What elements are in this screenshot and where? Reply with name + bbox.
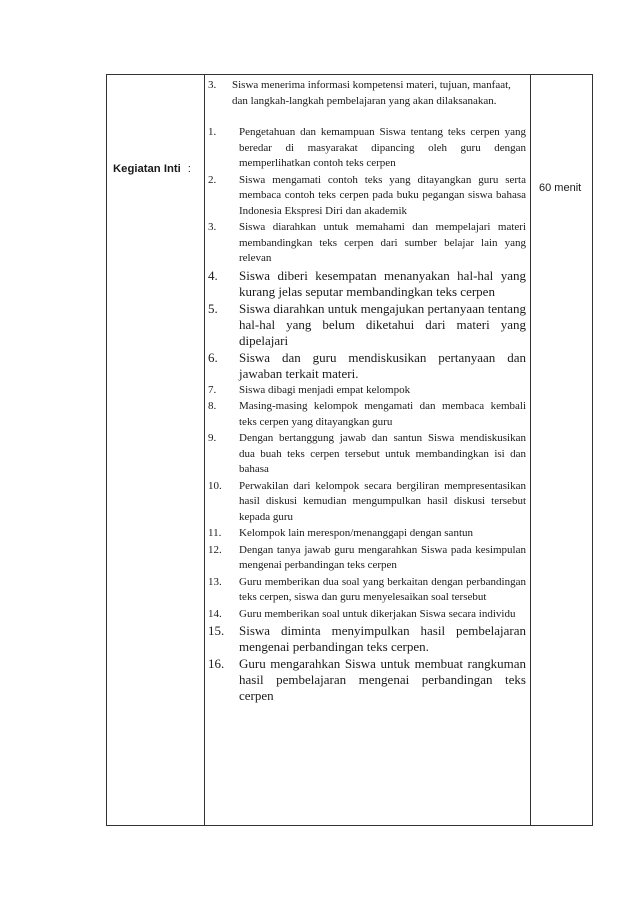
- step-number: 15.: [208, 623, 225, 638]
- phase-label-text: Kegiatan Inti: [113, 163, 181, 175]
- step-number: 7.: [208, 383, 217, 396]
- list-item: [208, 220, 526, 267]
- step-number: 2.: [208, 173, 217, 186]
- column-divider: [530, 75, 531, 825]
- step-text: Siswa diarahkan untuk mengajukan pertanyaan tentang hal-hal yang belum diketahui dari materi yang dipelajari: [239, 300, 526, 348]
- step-number: 3.: [208, 221, 217, 233]
- step-number: 12.: [208, 543, 222, 556]
- list-item: [208, 526, 526, 542]
- step-text: Siswa diminta menyimpulkan hasil pembelajaran mengenai perbandingan teks cerpen.: [239, 623, 526, 654]
- step-text: Siswa diarahkan untuk memahami dan mempelajari materi membandingkan teks cerpen dari sumber belajar lain yang relevan: [239, 221, 526, 264]
- list-item: [208, 656, 526, 704]
- step-text: Guru mengarahkan Siswa untuk membuat rangkuman hasil pembelajaran mengenai perbandingan teks cerpen: [239, 656, 526, 703]
- step-number: 6.: [208, 349, 218, 365]
- list-item: [208, 350, 526, 382]
- lesson-activity-table: [106, 74, 593, 826]
- step-text: Siswa dibagi menjadi empat kelompok: [239, 383, 411, 396]
- activity-content: [208, 78, 526, 705]
- step-text: Guru memberikan soal untuk dikerjakan Siswa secara individu: [239, 607, 516, 620]
- step-text: Pengetahuan dan kemampuan Siswa tentang teks cerpen yang beredar di masyarakat dipancing oleh guru dengan memperlihatkan contoh teks cerpen: [239, 126, 526, 169]
- list-item: [208, 543, 526, 574]
- step-number: 13.: [208, 575, 222, 588]
- step-text: Perwakilan dari kelompok secara bergiliran mempresentasikan hasil diskusi kemudian mengumpulkan hasil diskusi tersebut kepada guru: [239, 479, 526, 523]
- phase-label-colon: :: [187, 163, 191, 175]
- step-text: Siswa diberi kesempatan menanyakan hal-hal yang kurang jelas seputar membandingkan teks cerpen: [239, 267, 526, 299]
- intro-item: [208, 78, 526, 109]
- step-text: Masing-masing kelompok mengamati dan membaca kembali teks cerpen yang ditayangkan guru: [239, 400, 526, 428]
- step-number: 16.: [208, 656, 225, 671]
- list-item: [208, 431, 526, 478]
- step-number: 4.: [208, 267, 218, 283]
- list-item: [208, 607, 526, 623]
- list-item: [208, 479, 526, 526]
- step-text: Guru memberikan dua soal yang berkaitan dengan perbandingan teks cerpen, siswa dan guru menyelesaikan soal tersebut: [239, 575, 526, 603]
- activity-phase-label: [113, 163, 191, 175]
- step-text: Dengan tanya jawab guru mengarahkan Siswa pada kesimpulan mengenai perbandingan teks cerpen: [239, 543, 526, 571]
- step-number: 14.: [208, 607, 222, 620]
- list-item: [208, 173, 526, 220]
- step-text: Kelompok lain merespon/menanggapi dengan santun: [239, 527, 473, 539]
- duration-value: 60 menit: [539, 182, 582, 194]
- step-number: 9.: [208, 432, 217, 444]
- step-number: 5.: [208, 300, 218, 316]
- list-item: [208, 623, 526, 655]
- step-number: 8.: [208, 400, 217, 412]
- list-item: [208, 399, 526, 430]
- step-number: 10.: [208, 479, 222, 492]
- column-divider: [204, 75, 205, 825]
- step-number: 1.: [208, 126, 217, 138]
- intro-number: 3.: [208, 79, 217, 91]
- list-item: [208, 268, 526, 300]
- list-item: [208, 125, 526, 172]
- list-item: [208, 383, 526, 399]
- step-text: Dengan bertanggung jawab dan santun Siswa mendiskusikan dua buah teks cerpen tersebut untuk membandingkan isi dan bahasa: [239, 432, 526, 475]
- step-text: Siswa mengamati contoh teks yang ditayangkan guru serta membaca contoh teks cerpen pada buku pegangan siswa bahasa Indonesia Ekspresi Diri dan akademik: [239, 173, 526, 217]
- step-list: [208, 125, 526, 704]
- list-item: [208, 301, 526, 349]
- step-number: 11.: [208, 527, 222, 539]
- list-item: [208, 575, 526, 606]
- intro-text: Siswa menerima informasi kompetensi materi, tujuan, manfaat, dan langkah-langkah pembelajaran yang akan dilaksanakan.: [232, 79, 511, 107]
- step-text: Siswa dan guru mendiskusikan pertanyaan dan jawaban terkait materi.: [239, 349, 526, 381]
